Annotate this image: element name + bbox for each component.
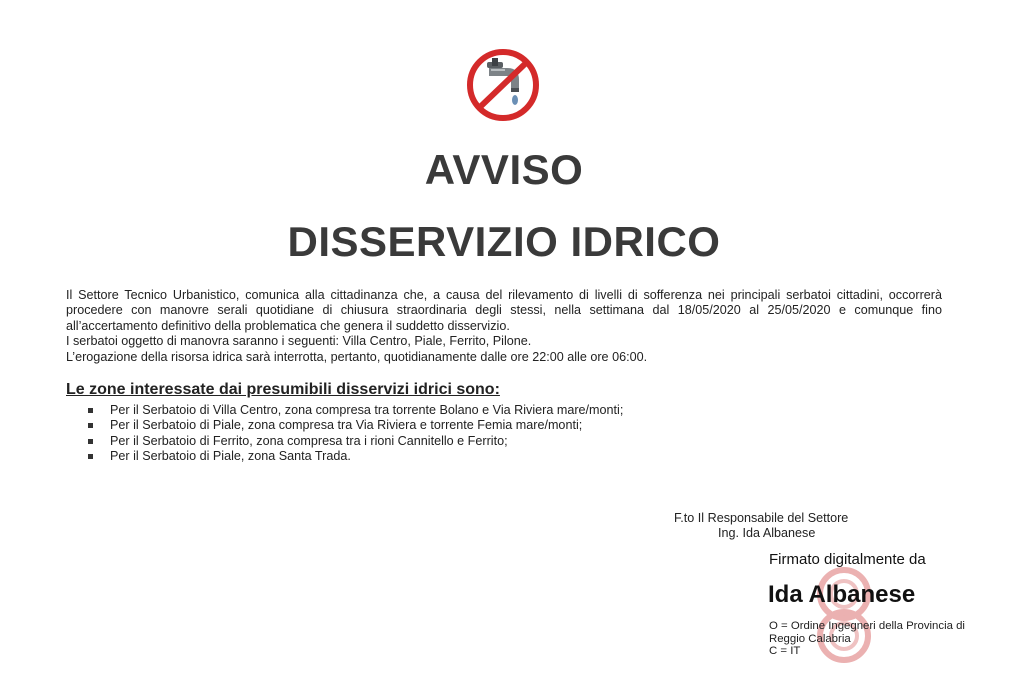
zones-heading: Le zone interessate dai presumibili disservizi idrici sono: — [66, 381, 500, 398]
bullet-icon — [88, 454, 93, 459]
no-water-tap-icon — [461, 48, 545, 122]
notice-title: AVVISO — [424, 146, 584, 193]
notice-body — [66, 288, 942, 365]
signature-name: Ing. Ida Albanese — [718, 526, 816, 540]
zone-item-text: Per il Serbatoio di Piale, zona compresa tra Via Riviera e torrente Femia mare/monti; — [110, 418, 583, 433]
body-paragraph-announcement: Il Settore Tecnico Urbanistico, comunica alla cittadinanza che, a causa del rilevamento di livelli di sofferenza nei principali serbatoi cittadini, occorrerà procedere con manovre serali quotidiane di chiusura straordinaria degli stessi, nella settimana dal 18/05/2020 al 25/05/2020 e comunque fino all’accertamento definitivo della problematica che genera il suddetto disservizio. — [66, 288, 942, 333]
zone-item-text: Per il Serbatoio di Piale, zona Santa Trada. — [110, 449, 351, 464]
body-paragraph-schedule: L’erogazione della risorsa idrica sarà interrotta, pertanto, quotidianamente dalle ore 22:00 alle ore 06:00. — [66, 349, 648, 364]
body-paragraph-tanks: I serbatoi oggetto di manovra saranno i seguenti: Villa Centro, Piale, Ferrito, Pilone. — [66, 334, 532, 349]
zone-item-text: Per il Serbatoio di Ferrito, zona compresa tra i rioni Cannitello e Ferrito; — [110, 433, 508, 448]
bullet-icon — [88, 423, 93, 428]
digital-signature-name: Ida Albanese — [768, 581, 916, 608]
digital-signature-label: Firmato digitalmente da — [769, 551, 926, 568]
zone-item — [84, 403, 623, 418]
zones-list — [84, 403, 623, 465]
signature-detail-line: C = IT — [769, 645, 801, 658]
zone-item-text: Per il Serbatoio di Villa Centro, zona compresa tra torrente Bolano e Via Riviera mare/monti; — [110, 403, 624, 417]
zone-item — [84, 434, 623, 449]
signature-role: F.to Il Responsabile del Settore — [674, 511, 849, 525]
zone-item — [84, 449, 623, 464]
bullet-icon — [88, 408, 93, 413]
signature-detail-line: Reggio Calabria — [769, 632, 851, 645]
signature-detail-line: O = Ordine Ingegneri della Provincia di — [769, 620, 965, 632]
zone-item — [84, 418, 623, 433]
bullet-icon — [88, 439, 93, 444]
notice-subtitle: DISSERVIZIO IDRICO — [287, 218, 721, 265]
digital-signature-details — [769, 620, 1019, 658]
